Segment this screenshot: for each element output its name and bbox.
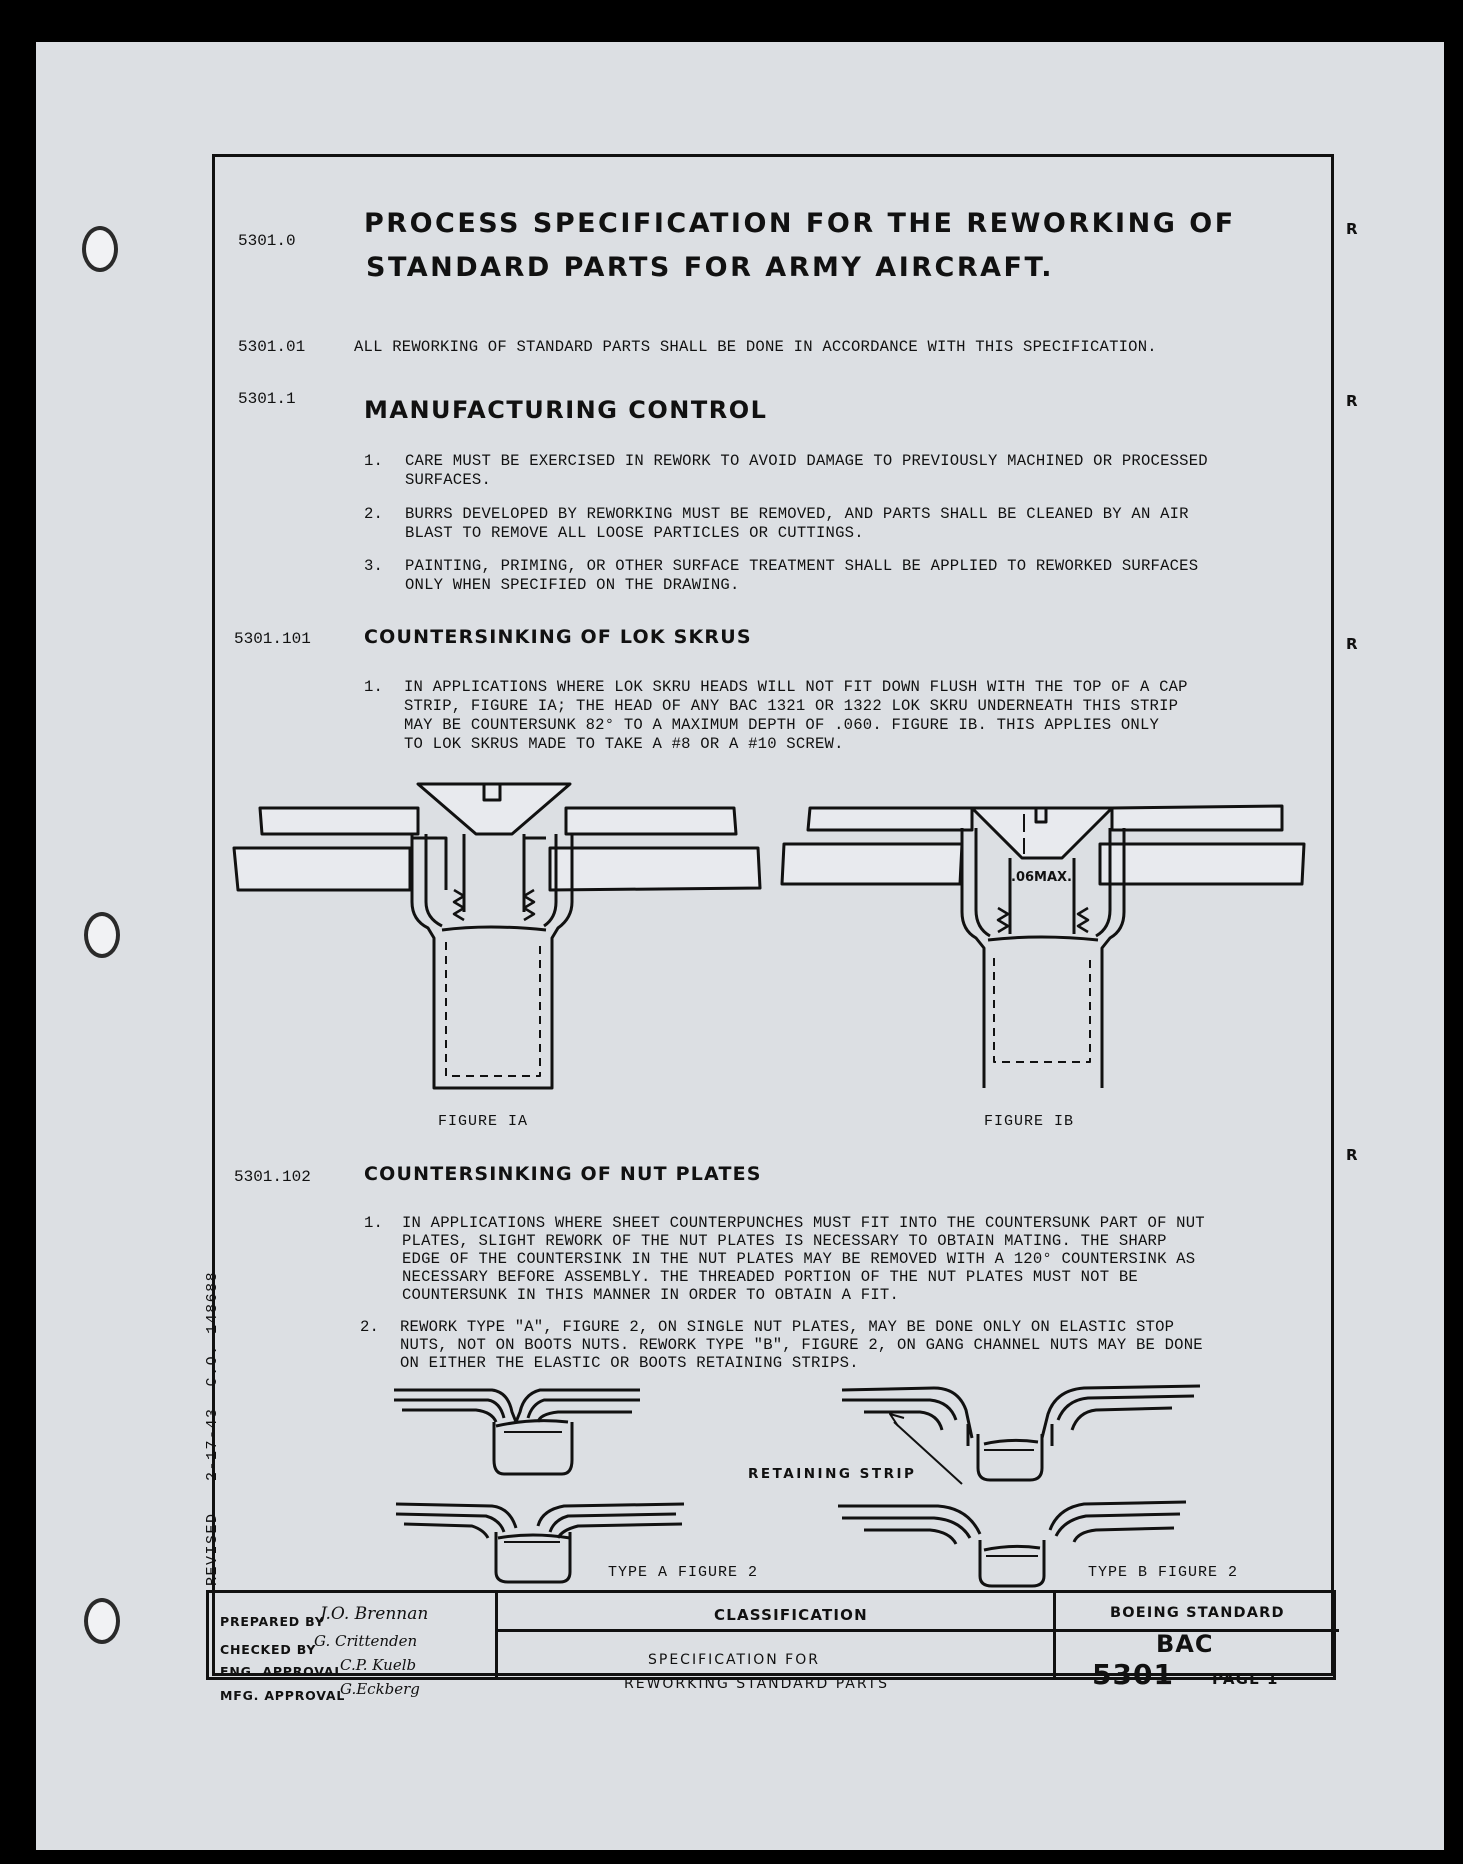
revision-mark: R bbox=[1346, 392, 1358, 410]
eng-approval-signature: C.P. Kuelb bbox=[340, 1656, 417, 1674]
prepared-by-signature: J.O. Brennan bbox=[320, 1604, 429, 1624]
list-item-text: BLAST TO REMOVE ALL LOOSE PARTICLES OR CUTTINGS. bbox=[405, 524, 864, 542]
list-item-number: 1. bbox=[364, 1214, 384, 1232]
retaining-strip-label: RETAINING STRIP bbox=[748, 1466, 917, 1482]
list-item-text: PAINTING, PRIMING, OR OTHER SURFACE TREATMENT SHALL BE APPLIED TO REWORKED SURFACES bbox=[405, 557, 1199, 575]
revised-date: 2-17-43 bbox=[204, 1407, 221, 1481]
section-number-5301-102: 5301.102 bbox=[234, 1168, 311, 1186]
type-b-figure-drawing bbox=[834, 1380, 1204, 1592]
eng-approval-label: ENG. APPROVAL bbox=[220, 1664, 344, 1679]
lok-skrus-text: IN APPLICATIONS WHERE LOK SKRU HEADS WILL NOT FIT DOWN FLUSH WITH THE TOP OF A CAP bbox=[404, 678, 1188, 696]
type-a-caption: TYPE A FIGURE 2 bbox=[608, 1564, 759, 1581]
figure-ia-drawing bbox=[228, 778, 768, 1088]
type-b-caption: TYPE B FIGURE 2 bbox=[1088, 1564, 1239, 1581]
list-item-text: BURRS DEVELOPED BY REWORKING MUST BE REMOVED, AND PARTS SHALL BE CLEANED BY AN AIR bbox=[405, 505, 1189, 523]
classification-label: CLASSIFICATION bbox=[714, 1606, 868, 1624]
list-item-number: 1. bbox=[364, 452, 384, 470]
list-item-text: ONLY WHEN SPECIFIED ON THE DRAWING. bbox=[405, 576, 740, 594]
prepared-by-label: PREPARED BY bbox=[220, 1614, 325, 1629]
nut-plates-text: COUNTERSUNK IN THIS MANNER IN ORDER TO OBTAIN A FIT. bbox=[402, 1286, 900, 1304]
spec-title-line1: SPECIFICATION FOR bbox=[648, 1652, 820, 1668]
nut-plates-text: IN APPLICATIONS WHERE SHEET COUNTERPUNCHES MUST FIT INTO THE COUNTERSUNK PART OF NUT bbox=[402, 1214, 1205, 1232]
heading-countersinking-nut-plates: COUNTERSINKING OF NUT PLATES bbox=[364, 1163, 762, 1185]
heading-manufacturing-control: MANUFACTURING CONTROL bbox=[364, 396, 768, 424]
figure-ia-caption: FIGURE IA bbox=[438, 1113, 529, 1130]
page-title-line2: STANDARD PARTS FOR ARMY AIRCRAFT. bbox=[366, 252, 1055, 283]
heading-countersinking-lok-skrus: COUNTERSINKING OF LOK SKRUS bbox=[364, 626, 752, 648]
list-item-number: 3. bbox=[364, 557, 384, 575]
revision-mark: R bbox=[1346, 1146, 1358, 1164]
lok-skrus-text: MAY BE COUNTERSUNK 82° TO A MAXIMUM DEPTH OF .060. FIGURE IB. THIS APPLIES ONLY bbox=[404, 716, 1160, 734]
spec-title-line2: REWORKING STANDARD PARTS bbox=[624, 1676, 889, 1692]
figure-ib-drawing bbox=[778, 798, 1308, 1088]
section-number-5301-01: 5301.01 bbox=[238, 338, 306, 356]
list-item-number: 2. bbox=[364, 505, 384, 523]
nut-plates-text: ON EITHER THE ELASTIC OR BOOTS RETAINING STRIPS. bbox=[400, 1354, 859, 1372]
nut-plates-text: PLATES, SLIGHT REWORK OF THE NUT PLATES IS NECESSARY TO OBTAIN MATING. THE SHARP bbox=[402, 1232, 1167, 1250]
nut-plates-text: REWORK TYPE "A", FIGURE 2, ON SINGLE NUT PLATES, MAY BE DONE ONLY ON ELASTIC STOP bbox=[400, 1318, 1175, 1336]
page-title-line1: PROCESS SPECIFICATION FOR THE REWORKING OF bbox=[364, 208, 1236, 239]
checked-by-signature: G. Crittenden bbox=[314, 1632, 418, 1650]
list-item-number: 1. bbox=[364, 678, 384, 696]
binder-hole-middle bbox=[84, 912, 120, 958]
standard-number: 5301 bbox=[1092, 1658, 1174, 1691]
list-item-text: SURFACES. bbox=[405, 471, 492, 489]
list-item-number: 2. bbox=[360, 1318, 380, 1336]
figure-ib-caption: FIGURE IB bbox=[984, 1113, 1075, 1130]
binder-hole-bottom bbox=[84, 1598, 120, 1644]
list-item-text: CARE MUST BE EXERCISED IN REWORK TO AVOID DAMAGE TO PREVIOUSLY MACHINED OR PROCESSED bbox=[405, 452, 1208, 470]
figure-ib-dimension-label: .06MAX. bbox=[1011, 870, 1072, 885]
checked-by-label: CHECKED BY bbox=[220, 1642, 317, 1657]
revision-mark: R bbox=[1346, 635, 1358, 653]
intro-text: ALL REWORKING OF STANDARD PARTS SHALL BE DONE IN ACCORDANCE WITH THIS SPECIFICATION. bbox=[354, 338, 1157, 356]
nut-plates-text: NUTS, NOT ON BOOTS NUTS. REWORK TYPE "B", FIGURE 2, ON GANG CHANNEL NUTS MAY BE DONE bbox=[400, 1336, 1203, 1354]
change-order-number: C.O. 148688 bbox=[204, 1270, 221, 1387]
section-number-5301-1: 5301.1 bbox=[238, 390, 296, 408]
lok-skrus-text: TO LOK SKRUS MADE TO TAKE A #8 OR A #10 SCREW. bbox=[404, 735, 844, 753]
mfg-approval-signature: G.Eckberg bbox=[340, 1680, 420, 1698]
bac-label: BAC bbox=[1156, 1630, 1214, 1658]
binder-hole-top bbox=[82, 226, 118, 272]
revised-label: REVISED bbox=[204, 1512, 221, 1586]
type-a-figure-drawing bbox=[392, 1382, 694, 1588]
boeing-standard-label: BOEING STANDARD bbox=[1110, 1605, 1285, 1621]
page-number: PAGE 1 bbox=[1212, 1670, 1279, 1688]
nut-plates-text: EDGE OF THE COUNTERSINK IN THE NUT PLATES MAY BE REMOVED WITH A 120° COUNTERSINK AS bbox=[402, 1250, 1196, 1268]
lok-skrus-text: STRIP, FIGURE IA; THE HEAD OF ANY BAC 1321 OR 1322 LOK SKRU UNDERNEATH THIS STRIP bbox=[404, 697, 1179, 715]
mfg-approval-label: MFG. APPROVAL bbox=[220, 1688, 346, 1703]
revision-mark: R bbox=[1346, 220, 1358, 238]
section-number-5301-101: 5301.101 bbox=[234, 630, 311, 648]
revision-margin-note bbox=[204, 1271, 221, 1586]
section-number-5301-0: 5301.0 bbox=[238, 232, 296, 250]
nut-plates-text: NECESSARY BEFORE ASSEMBLY. THE THREADED PORTION OF THE NUT PLATES MUST NOT BE bbox=[402, 1268, 1138, 1286]
